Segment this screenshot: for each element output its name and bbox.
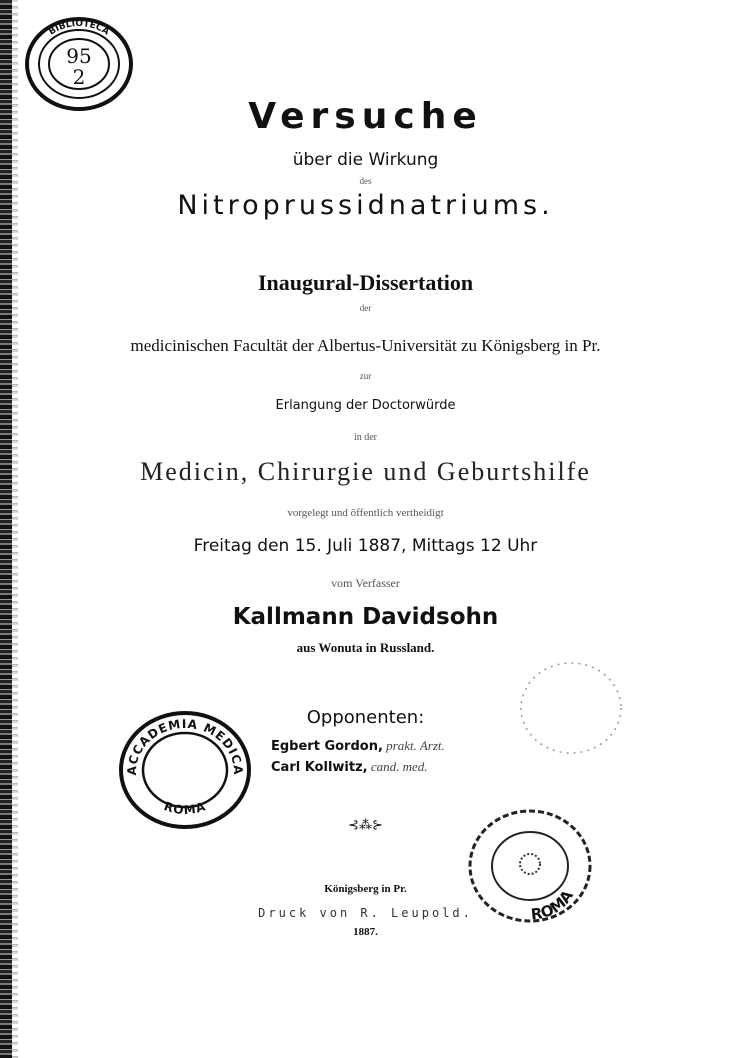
opponent-2-role: cand. med.: [370, 759, 428, 774]
place-line: Königsberg in Pr.: [324, 883, 407, 895]
svg-text:ACCADEMIA MEDICA: ACCADEMIA MEDICA: [124, 716, 246, 776]
academia-stamp-seal: [116, 708, 254, 832]
title: Versuche: [248, 96, 483, 137]
svg-text:95: 95: [66, 44, 92, 68]
opponent-2-name: Carl Kollwitz,: [271, 760, 368, 775]
zur-text: zur: [359, 371, 372, 381]
opponent-2: [271, 759, 428, 775]
purpose-line: Erlangung der Doctorwürde: [275, 398, 456, 413]
subtitle-line1: über die Wirkung: [292, 150, 439, 170]
author-name: Kallmann Davidsohn: [232, 604, 499, 630]
faculty-line: medicinischen Facultät der Albertus-Universität zu Königsberg in Pr.: [130, 336, 601, 355]
roma-stamp: [464, 806, 594, 928]
date-line: Freitag den 15. Juli 1887, Mittags 12 Uhr: [193, 536, 538, 556]
year-line: 1887.: [353, 926, 378, 938]
fields-line: Medicin, Chirurgie und Geburtshilfe: [140, 457, 591, 486]
faint-stamp-seal: [516, 658, 626, 758]
in-der-text: in der: [353, 432, 378, 443]
academia-stamp: [116, 708, 254, 832]
author-origin: aus Wonuta in Russland.: [296, 640, 435, 655]
ornament: ⊰⁂⊱: [348, 817, 383, 832]
opponent-1-name: Egbert Gordon,: [271, 739, 383, 754]
opponents-heading: Opponenten:: [306, 707, 425, 728]
vom-text: vom Verfasser: [331, 576, 400, 590]
dissertation-heading: Inaugural-Dissertation: [257, 270, 474, 295]
svg-text:ROMA: ROMA: [529, 886, 577, 924]
subject: Nitroprussidnatriums.: [177, 190, 554, 221]
opponent-1: [271, 738, 445, 754]
roma-stamp-seal: [464, 806, 594, 928]
printer-line: Druck von R. Leupold.: [258, 906, 473, 920]
faint-stamp: [516, 658, 626, 758]
svg-text:BIBLIOTECA: BIBLIOTECA: [47, 19, 111, 38]
opponent-1-role: prakt. Arzt.: [386, 738, 445, 753]
der-text: der: [359, 303, 372, 313]
subtitle-line2: des: [359, 176, 372, 186]
svg-text:2: 2: [72, 65, 86, 89]
defended-line: vorgelegt und öffentlich vertheidigt: [287, 507, 444, 519]
svg-text:ROMA: ROMA: [162, 799, 208, 818]
